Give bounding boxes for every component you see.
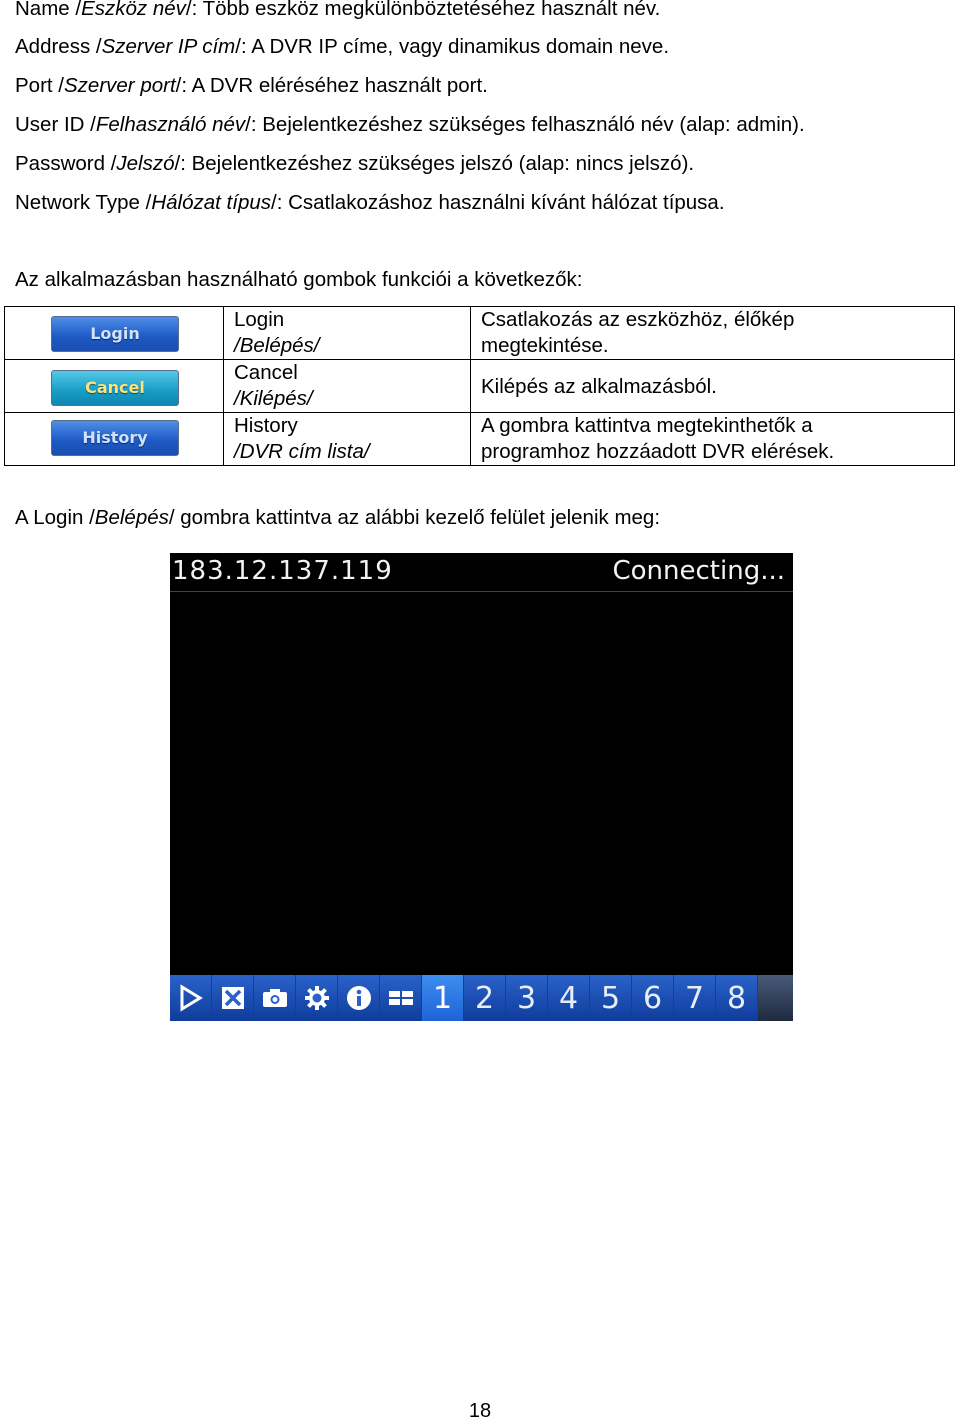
button-desc-line: megtekintése. <box>481 334 609 357</box>
button-desc-line: Kilépés az alkalmazásból. <box>481 375 717 398</box>
button-desc-cell <box>471 413 955 466</box>
dvr-header <box>170 553 793 592</box>
button-desc-cell <box>471 307 955 360</box>
field-name-line: Name /Eszköz név/: Több eszköz megkülönböztetéséhez használt név. <box>15 0 661 20</box>
button-image-cell <box>5 360 224 413</box>
dvr-viewer-screen <box>170 553 793 1021</box>
history-button[interactable]: History <box>51 420 179 456</box>
button-name-hu: /DVR cím lista/ <box>234 440 370 463</box>
buttons-intro: Az alkalmazásban használható gombok funkciói a következők: <box>15 268 583 291</box>
button-desc-cell <box>471 360 955 413</box>
dvr-connection-status: Connecting... <box>612 556 785 586</box>
field-port-line: Port /Szerver port/: A DVR eléréséhez használt port. <box>15 74 488 97</box>
channel-button-5[interactable]: 5 <box>590 975 632 1021</box>
button-desc-line: A gombra kattintva megtekinthetők a <box>481 414 813 437</box>
dvr-ip-address: 183.12.137.119 <box>172 556 393 586</box>
channel-button-6[interactable]: 6 <box>632 975 674 1021</box>
field-password-line: Password /Jelszó/: Bejelentkezéshez szükséges jelszó (alap: nincs jelszó). <box>15 152 695 175</box>
channel-button-8[interactable]: 8 <box>716 975 758 1021</box>
table-row <box>5 307 955 360</box>
button-name: History <box>234 414 298 437</box>
camera-icon[interactable] <box>254 975 296 1021</box>
table-row <box>5 360 955 413</box>
button-desc-line: programhoz hozzáadott DVR elérések. <box>481 440 835 463</box>
button-name-cell <box>224 360 471 413</box>
field-userid-line: User ID /Felhasználó név/: Bejelentkezéshez szükséges felhasználó név (alap: admin). <box>15 113 805 136</box>
buttons-table <box>4 306 955 466</box>
info-icon[interactable] <box>338 975 380 1021</box>
channel-button-4[interactable]: 4 <box>548 975 590 1021</box>
play-icon[interactable] <box>170 975 212 1021</box>
toolbar-end-segment <box>758 975 793 1021</box>
channel-button-7[interactable]: 7 <box>674 975 716 1021</box>
field-networktype-line: Network Type /Hálózat típus/: Csatlakozáshoz használni kívánt hálózat típusa. <box>15 191 725 214</box>
login-sentence: A Login /Belépés/ gombra kattintva az alábbi kezelő felület jelenik meg: <box>15 506 661 529</box>
cancel-button[interactable]: Cancel <box>51 370 179 406</box>
close-box-icon[interactable] <box>212 975 254 1021</box>
channel-button-2[interactable]: 2 <box>464 975 506 1021</box>
button-name: Cancel <box>234 361 298 384</box>
dvr-toolbar <box>170 975 793 1021</box>
login-button[interactable]: Login <box>51 316 179 352</box>
page-number: 18 <box>468 1400 492 1422</box>
channel-button-3[interactable]: 3 <box>506 975 548 1021</box>
grid-layout-icon[interactable] <box>380 975 422 1021</box>
button-image-cell <box>5 413 224 466</box>
button-name-cell <box>224 413 471 466</box>
button-image-cell <box>5 307 224 360</box>
button-name-cell <box>224 307 471 360</box>
button-name-hu: /Belépés/ <box>234 334 320 357</box>
table-row <box>5 413 955 466</box>
field-address-line: Address /Szerver IP cím/: A DVR IP címe, vagy dinamikus domain neve. <box>15 35 670 58</box>
button-name: Login <box>234 308 285 331</box>
button-desc-line: Csatlakozás az eszközhöz, élőkép <box>481 308 795 331</box>
channel-button-1[interactable]: 1 <box>422 975 464 1021</box>
gear-icon[interactable] <box>296 975 338 1021</box>
button-name-hu: /Kilépés/ <box>234 387 313 410</box>
